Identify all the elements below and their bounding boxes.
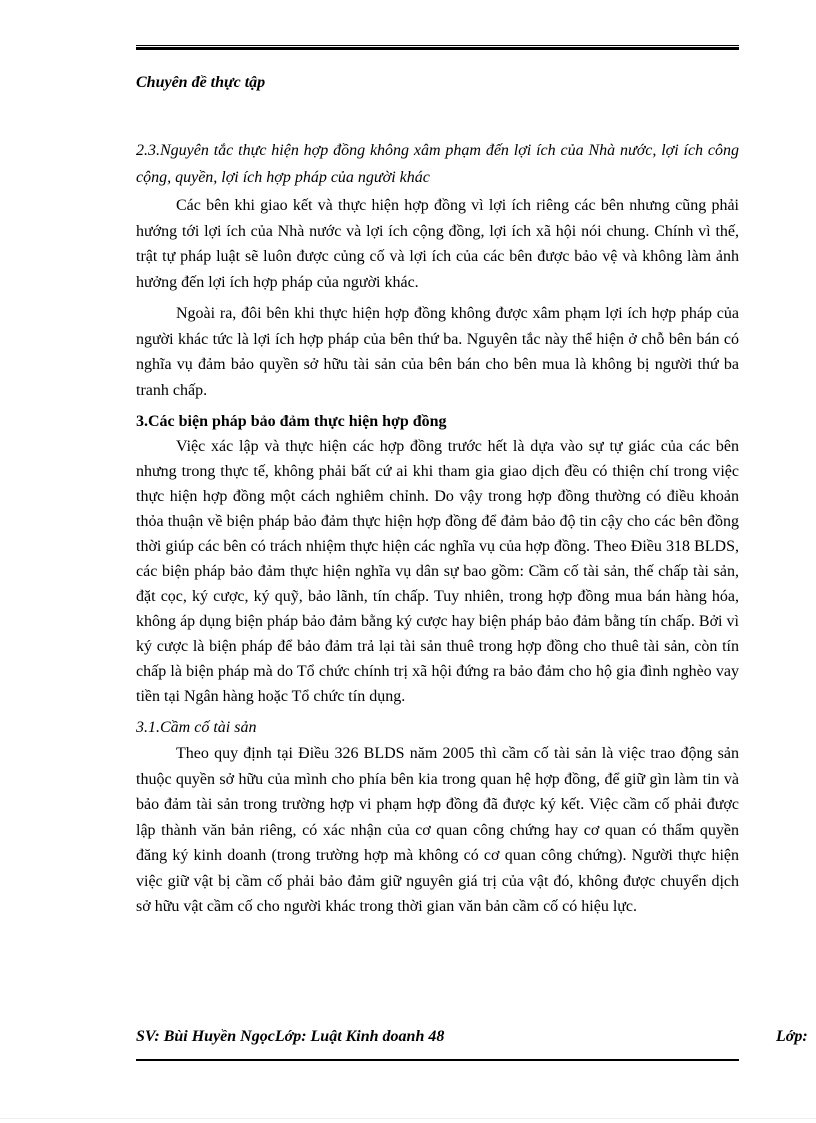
header-rule xyxy=(136,45,739,50)
footer-rule xyxy=(136,1059,739,1061)
section-3-1-heading: 3.1.Cầm cố tài sản xyxy=(136,719,257,736)
section-2-3-heading: 2.3.Nguyên tắc thực hiện hợp đồng không xâm phạm đến lợi ích của Nhà nước, lợi ích công cộng, quyền, lợi ích hợp pháp của người khác xyxy=(136,142,739,186)
page-footer xyxy=(136,1028,816,1046)
section-2-3-paragraph-1: Các bên khi giao kết và thực hiện hợp đồng vì lợi ích riêng các bên nhưng cũng phải hướng tới lợi ích của Nhà nước và lợi ích cộng đồng, lợi ích xã hội nói chung. Chính vì thế, trật tự pháp luật sẽ luôn được củng cố và lợi ích của các bên được bảo vệ và không làm ảnh hưởng đến lợi ích hợp pháp của người khác. xyxy=(136,197,739,291)
section-3-1-paragraph: Theo quy định tại Điều 326 BLDS năm 2005 thì cầm cố tài sản là việc trao động sản thuộc quyền sở hữu của mình cho phía bên kia trong quan hệ hợp đồng, để giữ gìn làm tin và bảo đảm tài sản trong trường hợp vi phạm hợp đồng đã được ký kết. Việc cầm cố phải được lập thành văn bản riêng, có xác nhận của cơ quan công chứng hay cơ quan có thẩm quyền đăng ký kinh doanh (trong trường hợp mà không có cơ quan công chứng). Người thực hiện việc giữ vật bị cầm cố phải bảo đảm giữ nguyên giá trị của vật đó, không được chuyển dịch sở hữu vật cầm cố cho người khác trong thời gian văn bản cầm cố có hiệu lực. xyxy=(136,745,739,915)
page-header-title: Chuyên đề thực tập xyxy=(136,74,266,91)
page-bottom-edge xyxy=(0,1118,816,1119)
section-3-heading: 3.Các biện pháp bảo đảm thực hiện hợp đồng xyxy=(136,413,447,430)
document-body xyxy=(136,137,739,926)
section-2-3-paragraph-2: Ngoài ra, đôi bên khi thực hiện hợp đồng không được xâm phạm lợi ích hợp pháp của người khác tức là lợi ích hợp pháp của bên thứ ba. Nguyên tắc này thể hiện ở chỗ bên bán có nghĩa vụ đảm bảo quyền sở hữu tài sản của bên bán cho bên mua là không bị người thứ ba tranh chấp. xyxy=(136,305,739,399)
section-3-paragraph: Việc xác lập và thực hiện các hợp đồng trước hết là dựa vào sự tự giác của các bên nhưng trong thực tế, không phải bất cứ ai khi tham gia giao dịch đều có thiện chí trong việc thực hiện hợp đồng một cách nghiêm chỉnh. Do vậy trong hợp đồng thường có điều khoản thỏa thuận về biện pháp bảo đảm thực hiện hợp đồng để đảm bảo độ tin cậy cho các bên đồng thời giúp các bên có trách nhiệm thực hiện các nghĩa vụ của hợp đồng. Theo Điều 318 BLDS, các biện pháp bảo đảm thực hiện nghĩa vụ dân sự bao gồm: Cầm cố tài sản, thế chấp tài sản, đặt cọc, ký cược, ký quỹ, bảo lãnh, tín chấp. Tuy nhiên, trong hợp đồng mua bán hàng hóa, không áp dụng biện pháp bảo đảm bằng ký cược hay biện pháp bảo đảm bằng tín chấp. Bởi vì ký cược là biện pháp để bảo đảm trả lại tài sản thuê trong hợp đồng cho thuê tài sản, còn tín chấp là biện pháp mà do Tổ chức chính trị xã hội đứng ra bảo đảm cho hộ gia đình nghèo vay tiền tại Ngân hàng hoặc Tổ chức tín dụng. xyxy=(136,438,739,705)
footer-class-label: Lớp: xyxy=(776,1028,808,1045)
footer-student-info: SV: Bùi Huyền NgọcLớp: Luật Kinh doanh 48 xyxy=(136,1028,445,1045)
